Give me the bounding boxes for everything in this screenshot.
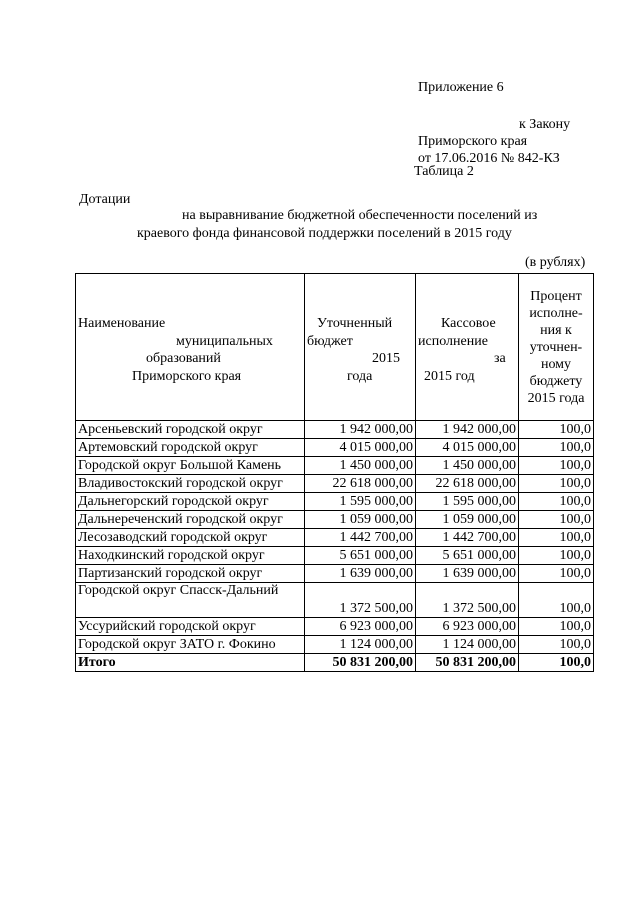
- header-name-line: Наименование: [78, 316, 166, 331]
- header-budget-line: 2015: [372, 351, 400, 366]
- row-pct: 100,0: [519, 636, 594, 654]
- row-pct: 100,0: [519, 457, 594, 475]
- row-cash: 1 595 000,00: [416, 493, 519, 511]
- subsidies-table: [75, 273, 594, 672]
- table-row: [76, 529, 594, 547]
- row-cash: 1 124 000,00: [416, 636, 519, 654]
- row-pct: 100,0: [519, 529, 594, 547]
- table-row: [76, 583, 594, 618]
- header-pct-line: исполне-: [529, 306, 583, 321]
- title-line-3: краевого фонда финансовой поддержки поселений в 2015 году: [137, 226, 512, 241]
- header-pct-line: Процент: [530, 289, 582, 304]
- total-row: [76, 654, 594, 672]
- table-row: [76, 618, 594, 636]
- row-cash: 1 442 700,00: [416, 529, 519, 547]
- total-budget: 50 831 200,00: [305, 654, 416, 672]
- title-line-2: на выравнивание бюджетной обеспеченности поселений из: [182, 208, 538, 223]
- row-name: Уссурийский городской округ: [76, 618, 305, 636]
- row-budget: 1 442 700,00: [305, 529, 416, 547]
- table-row: [76, 493, 594, 511]
- row-name: Дальнереченский городской округ: [76, 511, 305, 529]
- row-pct: 100,0: [519, 583, 594, 618]
- header-cash-line: за: [494, 351, 506, 366]
- total-pct: 100,0: [519, 654, 594, 672]
- row-name: Городской округ Спасск-Дальний: [76, 583, 305, 618]
- header-pct-line: бюджету: [529, 374, 583, 389]
- appendix-label: Приложение 6: [418, 80, 504, 95]
- row-cash: 1 450 000,00: [416, 457, 519, 475]
- table-row: [76, 547, 594, 565]
- row-pct: 100,0: [519, 618, 594, 636]
- row-budget: 1 595 000,00: [305, 493, 416, 511]
- row-cash: 1 942 000,00: [416, 421, 519, 439]
- row-name: Находкинский городской округ: [76, 547, 305, 565]
- header-budget-line: года: [347, 369, 373, 384]
- header-name-line: образований: [146, 351, 221, 366]
- row-name: Городской округ ЗАТО г. Фокино: [76, 636, 305, 654]
- header-cash-line: 2015 год: [424, 369, 475, 384]
- row-budget: 4 015 000,00: [305, 439, 416, 457]
- row-pct: 100,0: [519, 565, 594, 583]
- table-row: [76, 439, 594, 457]
- header-cash-cell: [416, 274, 519, 421]
- units-label: (в рублях): [525, 255, 586, 270]
- table-row: [76, 457, 594, 475]
- row-cash: 1 639 000,00: [416, 565, 519, 583]
- row-pct: 100,0: [519, 439, 594, 457]
- table-row: [76, 636, 594, 654]
- row-cash: 5 651 000,00: [416, 547, 519, 565]
- row-cash: 1 372 500,00: [416, 583, 519, 618]
- header-pct-line: уточнен-: [529, 340, 583, 355]
- row-name: Владивостокский городской округ: [76, 475, 305, 493]
- row-budget: 1 124 000,00: [305, 636, 416, 654]
- row-budget: 1 450 000,00: [305, 457, 416, 475]
- table-row: [76, 511, 594, 529]
- row-name: Дальнегорский городской округ: [76, 493, 305, 511]
- header-name-cell: [76, 274, 305, 421]
- row-pct: 100,0: [519, 511, 594, 529]
- header-name-line: муниципальных: [176, 334, 273, 349]
- row-cash: 4 015 000,00: [416, 439, 519, 457]
- header-cash-line: Кассовое: [441, 316, 496, 331]
- row-pct: 100,0: [519, 421, 594, 439]
- row-budget: 6 923 000,00: [305, 618, 416, 636]
- header-pct-line: 2015 года: [527, 391, 585, 406]
- row-name: Арсеньевский городской округ: [76, 421, 305, 439]
- header-budget-line: Уточненный: [317, 316, 393, 331]
- header-cash-line: исполнение: [418, 334, 488, 349]
- law-date-number: от 17.06.2016 № 842-КЗ: [418, 151, 560, 166]
- row-name: Лесозаводский городской округ: [76, 529, 305, 547]
- header-pct-line: ному: [540, 357, 572, 372]
- title-line-1: Дотации: [79, 192, 131, 207]
- header-pct-line: ния к: [540, 323, 572, 338]
- row-budget: 5 651 000,00: [305, 547, 416, 565]
- law-label: к Закону: [519, 117, 571, 132]
- row-pct: 100,0: [519, 547, 594, 565]
- table-row: [76, 565, 594, 583]
- row-name: Партизанский городской округ: [76, 565, 305, 583]
- table-row: [76, 421, 594, 439]
- row-pct: 100,0: [519, 493, 594, 511]
- table-header-row: [76, 274, 594, 421]
- region-label: Приморского края: [418, 134, 528, 149]
- header-name-line: Приморского края: [132, 369, 242, 384]
- header-budget-cell: [305, 274, 416, 421]
- row-budget: 1 372 500,00: [305, 583, 416, 618]
- row-budget: 1 942 000,00: [305, 421, 416, 439]
- header-budget-line: бюджет: [307, 334, 353, 349]
- row-budget: 1 059 000,00: [305, 511, 416, 529]
- row-pct: 100,0: [519, 475, 594, 493]
- row-budget: 22 618 000,00: [305, 475, 416, 493]
- row-cash: 6 923 000,00: [416, 618, 519, 636]
- table-row: [76, 475, 594, 493]
- row-cash: 22 618 000,00: [416, 475, 519, 493]
- row-name: Городской округ Большой Камень: [76, 457, 305, 475]
- row-cash: 1 059 000,00: [416, 511, 519, 529]
- row-name: Артемовский городской округ: [76, 439, 305, 457]
- total-cash: 50 831 200,00: [416, 654, 519, 672]
- total-name: Итого: [76, 654, 305, 672]
- row-budget: 1 639 000,00: [305, 565, 416, 583]
- header-pct-cell: [519, 274, 594, 421]
- table-number: Таблица 2: [414, 164, 474, 179]
- header-pct-block: [519, 274, 593, 407]
